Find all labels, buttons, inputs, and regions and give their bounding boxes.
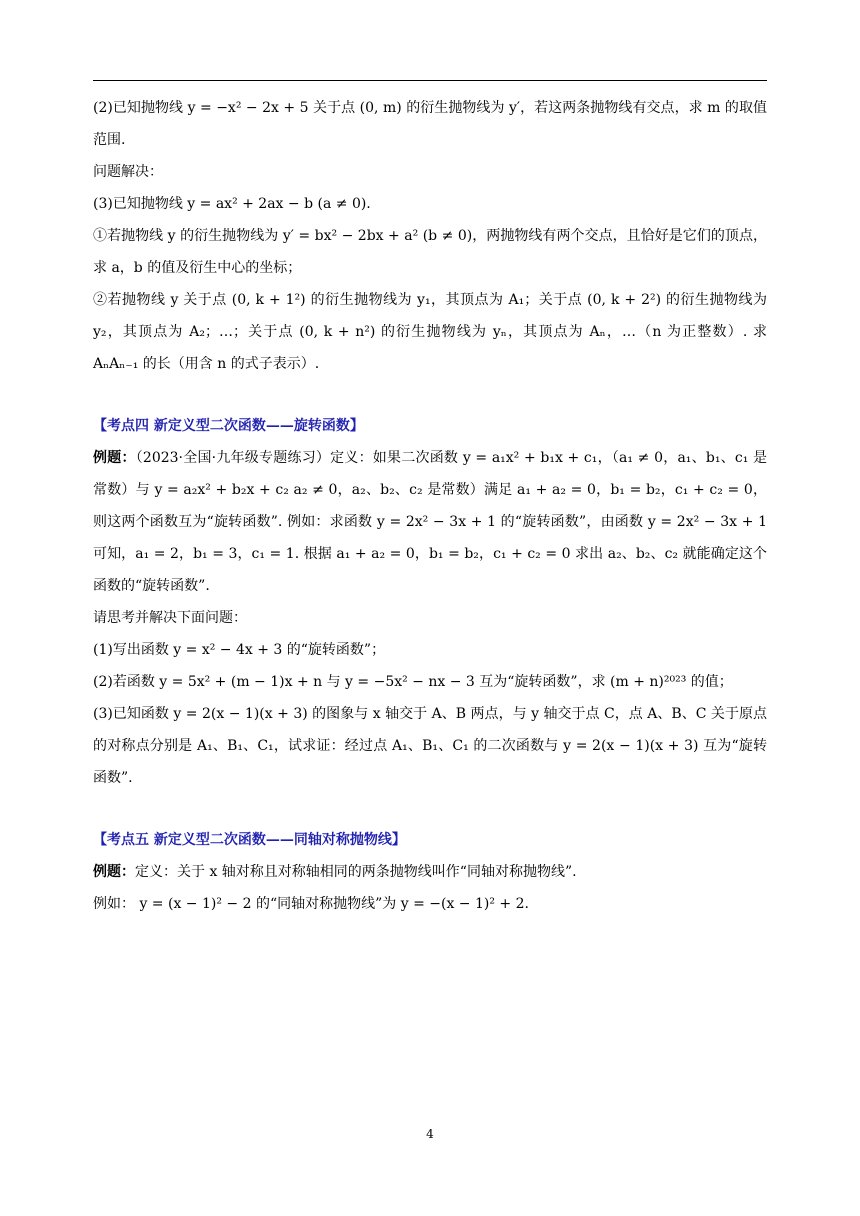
example-label: 例题： <box>93 864 135 880</box>
paragraph-problem-solving: 问题解决： <box>93 164 163 180</box>
section4-intro: （2023·全国·九年级专题练习）定义：如果二次函数 y = a₁x² + b₁x + c₁，（a₁ ≠ 0，a₁、b₁、c₁ 是常数）与 y = a₂x² + b₂x + c₂ a₂ ≠ 0，a₂、b₂、c₂ 是常数）满足 a₁ + a₂ = 0，b₁ = b₂，c₁ + c₂ = 0，则这两个函数互为“旋转函数”. 例如：求函数 y = 2x² − 3x + 1 的“旋转函数”，由函数 y = 2x² − 3x + 1 可知，a₁ = 2，b₁ = 3，c₁ = 1. 根据 a₁ + a₂ = 0，b₁ = b₂，c₁ + c₂ = 0 求出 a₂、b₂、c₂ 就能确定这个函数的“旋转函数”. <box>93 450 768 594</box>
section5-definition-text: 定义：关于 x 轴对称且对称轴相同的两条抛物线叫作“同轴对称抛物线”. <box>135 864 577 880</box>
paragraph-q3-part2: ②若抛物线 y 关于点 (0, k + 1²) 的衍生抛物线为 y₁，其顶点为 A₁；关于点 (0, k + 2²) 的衍生抛物线为 y₂，其顶点为 A₂；…；关于点 (0, k + n²) 的衍生抛物线为 yₙ，其顶点为 Aₙ，…（n 为正整数）. 求 AₙAₙ₋₁ 的长（用含 n 的式子表示）. <box>93 292 767 372</box>
section4-prompt: 请思考并解决下面问题： <box>93 610 247 626</box>
section4-heading: 【考点四 新定义型二次函数——旋转函数】 <box>93 418 364 434</box>
page-number: 4 <box>426 1127 434 1141</box>
section5-definition <box>93 856 767 888</box>
header-rule <box>93 80 767 81</box>
paragraph-q3-part1: ①若抛物线 y 的衍生抛物线为 y′ = bx² − 2bx + a² (b ≠ 0)，两抛物线有两个交点，且恰好是它们的顶点，求 a，b 的值及衍生中心的坐标； <box>93 228 767 276</box>
section4-q2: (2)若函数 y = 5x² + (m − 1)x + n 与 y = −5x² − nx − 3 互为“旋转函数”，求 (m + n)²⁰²³ 的值； <box>93 674 733 690</box>
section4-q1: (1)写出函数 y = x² − 4x + 3 的“旋转函数”； <box>93 642 386 658</box>
page-content <box>93 92 767 920</box>
paragraph-q2: (2)已知抛物线 y = −x² − 2x + 5 关于点 (0, m) 的衍生抛物线为 y′，若这两条抛物线有交点，求 m 的取值范围. <box>93 100 767 148</box>
section5-heading: 【考点五 新定义型二次函数——同轴对称抛物线】 <box>93 832 406 848</box>
paragraph-q3: (3)已知抛物线 y = ax² + 2ax − b (a ≠ 0). <box>93 196 371 212</box>
section4-q3: (3)已知函数 y = 2(x − 1)(x + 3) 的图象与 x 轴交于 A、B 两点，与 y 轴交于点 C，点 A、B、C 关于原点的对称点分别是 A₁、B₁、C₁，试求证：经过点 A₁、B₁、C₁ 的二次函数与 y = 2(x − 1)(x + 3) 互为“旋转函数”. <box>93 706 767 786</box>
section5-instance: 例如： y = (x − 1)² − 2 的“同轴对称抛物线”为 y = −(x − 1)² + 2. <box>93 896 529 912</box>
section4-example <box>93 442 767 602</box>
example-label: 例题： <box>93 450 136 466</box>
